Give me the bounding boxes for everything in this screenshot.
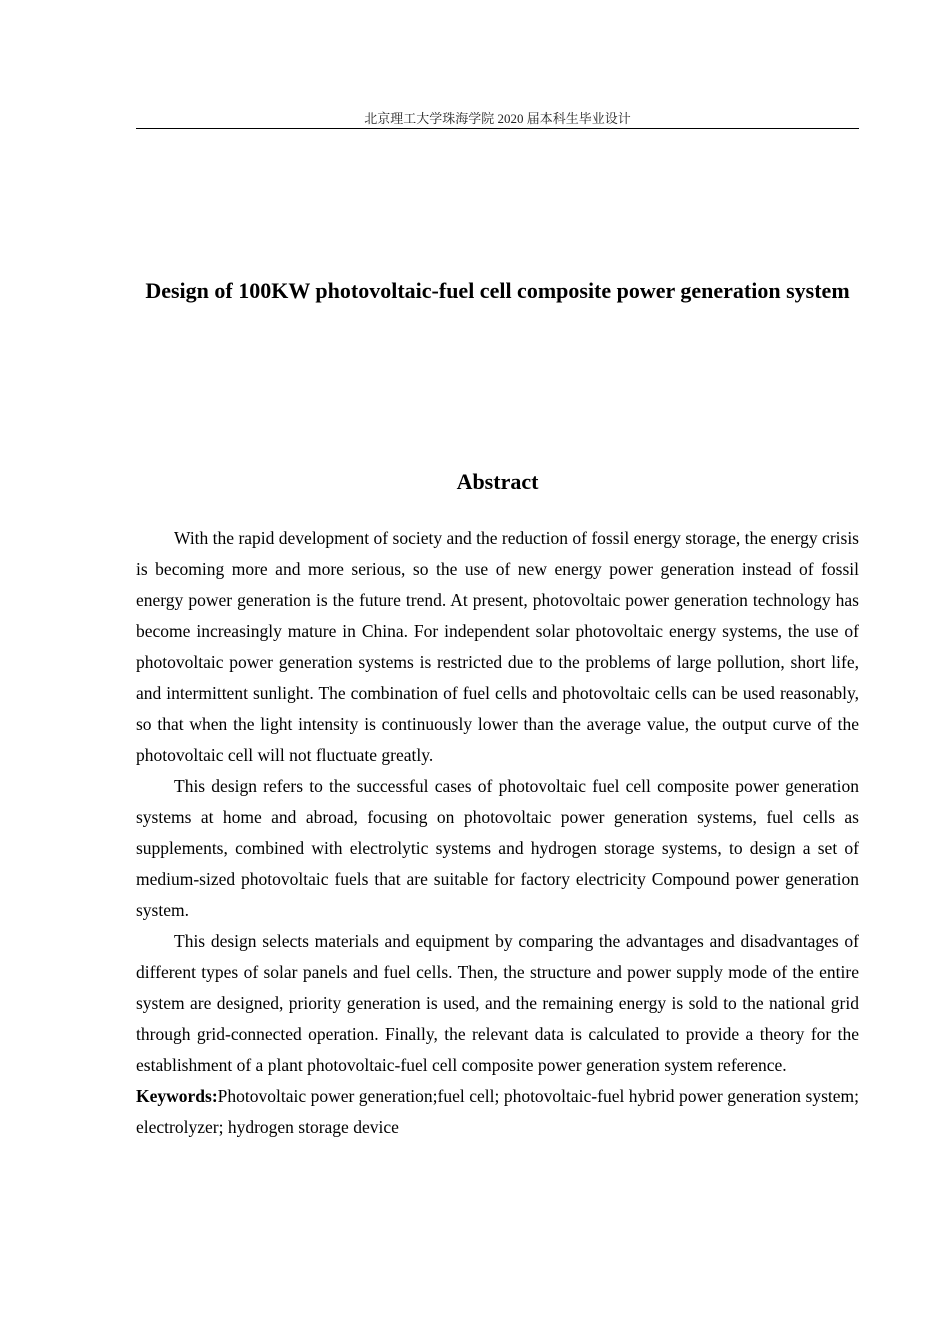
- keywords: [136, 1081, 859, 1143]
- abstract-heading: Abstract: [456, 469, 539, 494]
- document-title: Design of 100KW photovoltaic-fuel cell composite power generation system: [145, 278, 850, 303]
- abstract-paragraph-3: This design selects materials and equipment by comparing the advantages and disadvantages of different types of solar panels and fuel cells. Then, the structure and power supply mode of the entire system are designed, priority generation is used, and the remaining energy is sold to the national grid through grid-connected operation. Finally, the relevant data is calculated to provide a theory for the establishment of a plant photovoltaic-fuel cell composite power generation system reference.: [136, 931, 859, 1075]
- abstract-body: [136, 523, 859, 1143]
- keywords-label: Keywords:: [136, 1086, 218, 1106]
- header-text: 北京理工大学珠海学院 2020 届本科生毕业设计: [364, 111, 631, 126]
- keywords-text: Photovoltaic power generation;fuel cell; photovoltaic-fuel hybrid power generation system; electrolyzer; hydrogen storage device: [136, 1086, 859, 1137]
- page-header: [136, 110, 859, 129]
- abstract-paragraph-1: With the rapid development of society and the reduction of fossil energy storage, the energy crisis is becoming more and more serious, so the use of new energy power generation instead of fossil energy power generation is the future trend. At present, photovoltaic power generation technology has become increasingly mature in China. For independent solar photovoltaic energy systems, the use of photovoltaic power generation systems is restricted due to the problems of large pollution, short life, and intermittent sunlight. The combination of fuel cells and photovoltaic cells can be used reasonably, so that when the light intensity is continuously lower than the average value, the output curve of the photovoltaic cell will not fluctuate greatly.: [136, 528, 859, 765]
- abstract-paragraph-2: This design refers to the successful cases of photovoltaic fuel cell composite power generation systems at home and abroad, focusing on photovoltaic power generation systems, fuel cells as supplements, combined with electrolytic systems and hydrogen storage systems, to design a set of medium-sized photovoltaic fuels that are suitable for factory electricity Compound power generation system.: [136, 776, 859, 920]
